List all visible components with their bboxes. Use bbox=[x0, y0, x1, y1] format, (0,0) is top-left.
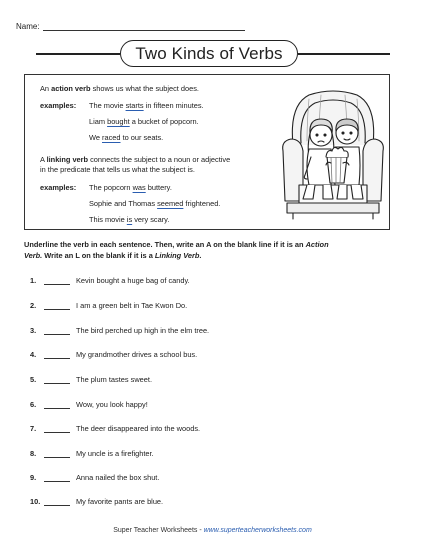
footer-link[interactable]: www.superteacherworksheets.com bbox=[203, 527, 312, 534]
answer-blank[interactable] bbox=[44, 303, 70, 310]
verb-underlined: was bbox=[132, 183, 146, 192]
name-field[interactable] bbox=[43, 23, 245, 31]
action-example-2: Liam bought a bucket of popcorn. bbox=[89, 117, 199, 126]
question-text: Anna nailed the box shut. bbox=[76, 473, 160, 482]
action-example-1: The movie starts in fifteen minutes. bbox=[89, 101, 204, 110]
verb-underlined: raced bbox=[102, 133, 121, 142]
action-term: action verb bbox=[51, 84, 91, 93]
answer-blank[interactable] bbox=[44, 352, 70, 359]
question-item bbox=[30, 326, 209, 335]
answer-blank[interactable] bbox=[44, 426, 70, 433]
question-item bbox=[30, 400, 148, 409]
question-text: The bird perched up high in the elm tree. bbox=[76, 326, 210, 335]
footer bbox=[0, 527, 425, 534]
answer-blank[interactable] bbox=[44, 377, 70, 384]
question-item bbox=[30, 350, 197, 359]
question-number: 5. bbox=[30, 375, 37, 384]
question-number: 8. bbox=[30, 449, 37, 458]
question-number: 9. bbox=[30, 473, 37, 482]
answer-blank[interactable] bbox=[44, 328, 70, 335]
question-item bbox=[30, 301, 187, 310]
question-number: 3. bbox=[30, 326, 37, 335]
question-item bbox=[30, 473, 159, 482]
verb-underlined: starts bbox=[125, 101, 144, 110]
linking-examples-label: examples: bbox=[40, 183, 77, 192]
linking-term: linking verb bbox=[46, 155, 89, 164]
question-item bbox=[30, 424, 200, 433]
linking-definition-line2: in the predicate that tells us what the subject is. bbox=[40, 165, 195, 174]
footer-text: Super Teacher Worksheets - bbox=[113, 527, 204, 534]
question-text: I am a green belt in Tae Kwon Do. bbox=[76, 301, 188, 310]
answer-blank[interactable] bbox=[44, 499, 70, 506]
question-number: 1. bbox=[30, 276, 37, 285]
action-example-3: We raced to our seats. bbox=[89, 133, 164, 142]
definitions-box bbox=[24, 74, 390, 230]
title-banner bbox=[0, 40, 425, 68]
question-text: The plum tastes sweet. bbox=[76, 375, 152, 384]
verb-underlined: is bbox=[126, 215, 133, 224]
name-row bbox=[16, 22, 245, 31]
action-examples-label: examples: bbox=[40, 101, 77, 110]
linking-example-3: This movie is very scary. bbox=[89, 215, 170, 224]
question-text: My uncle is a firefighter. bbox=[76, 449, 154, 458]
question-text: My favorite pants are blue. bbox=[76, 497, 164, 506]
verb-underlined: seemed bbox=[157, 199, 184, 208]
answer-blank[interactable] bbox=[44, 475, 70, 482]
question-number: 7. bbox=[30, 424, 37, 433]
question-item bbox=[30, 276, 190, 285]
linking-example-2: Sophie and Thomas seemed frightened. bbox=[89, 199, 221, 208]
question-text: Wow, you look happy! bbox=[76, 400, 148, 409]
linking-definition-line1: A linking verb connects the subject to a noun or adjective bbox=[40, 155, 231, 164]
answer-blank[interactable] bbox=[44, 278, 70, 285]
linking-example-1: The popcorn was buttery. bbox=[89, 183, 172, 192]
instructions: Underline the verb in each sentence. Then, write an A on the blank line if it is an Action Verb. Write an L on the blank if it is a Linking Verb. bbox=[24, 240, 329, 260]
question-item bbox=[30, 497, 163, 506]
question-text: My grandmother drives a school bus. bbox=[76, 350, 198, 359]
title-rule-right bbox=[298, 53, 390, 55]
question-number: 6. bbox=[30, 400, 37, 409]
question-number: 4. bbox=[30, 350, 37, 359]
kids-watching-movie-illustration bbox=[279, 85, 387, 221]
question-text: Kevin bought a huge bag of candy. bbox=[76, 276, 190, 285]
question-item bbox=[30, 375, 152, 384]
question-number: 2. bbox=[30, 301, 37, 310]
name-label: Name: bbox=[16, 22, 40, 31]
action-definition: An action verb shows us what the subject does. bbox=[40, 84, 199, 93]
verb-underlined: bought bbox=[107, 117, 130, 126]
question-text: The deer disappeared into the woods. bbox=[76, 424, 201, 433]
page-title: Two Kinds of Verbs bbox=[120, 40, 298, 67]
question-item bbox=[30, 449, 154, 458]
answer-blank[interactable] bbox=[44, 402, 70, 409]
question-number: 10. bbox=[30, 497, 41, 506]
answer-blank[interactable] bbox=[44, 451, 70, 458]
title-rule-left bbox=[36, 53, 120, 55]
